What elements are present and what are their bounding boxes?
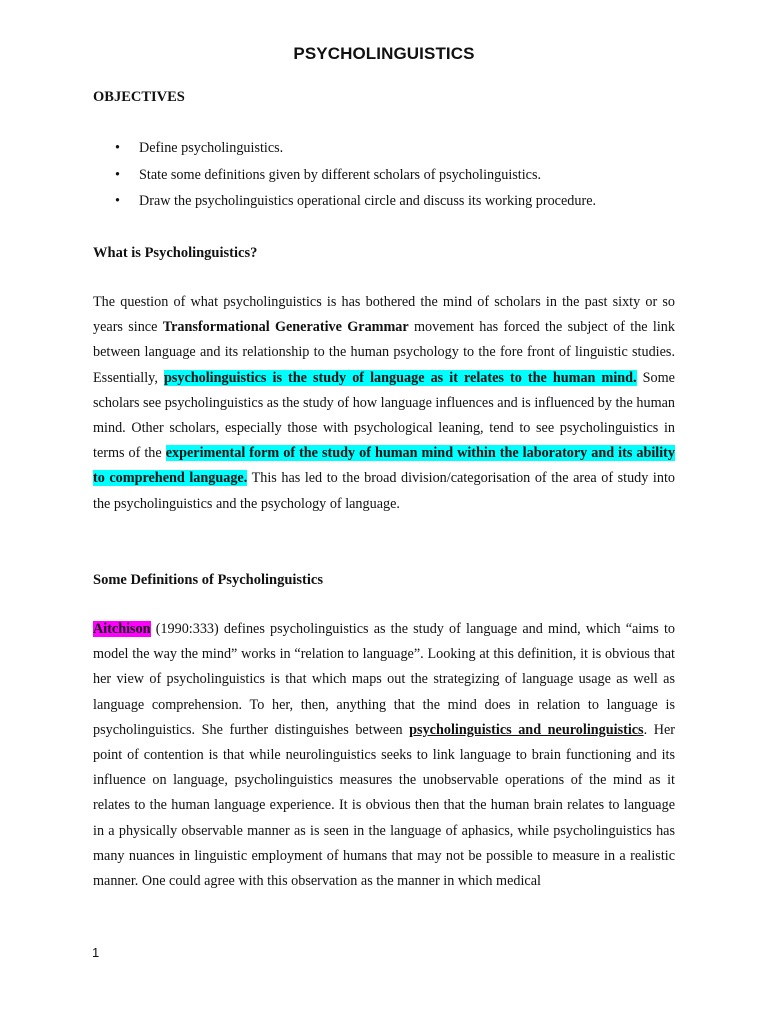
bullet-icon: •	[115, 193, 120, 209]
list-item	[93, 188, 675, 215]
list-item	[93, 162, 675, 189]
objectives-heading: OBJECTIVES	[93, 89, 185, 105]
text-run: Some scholars see psycholinguistics as the study of how language influences and is influenced by the human mind. Other scholars, especially those with psychological leaning, tend to see psycholinguistics in terms of the	[93, 369, 675, 462]
bold-term: Transformational Generative Grammar	[162, 319, 409, 336]
section-heading-what: What is Psycholinguistics?	[93, 245, 258, 261]
section-heading-definitions: Some Definitions of Psycholinguistics	[93, 572, 323, 588]
paragraph-definitions	[93, 617, 675, 894]
text-run: movement has forced the subject of the link between language and its relationship to the human psychology to the fore front of linguistic studies. Essentially,	[93, 319, 675, 386]
underlined-term: psycholinguistics and neurolinguistics	[409, 721, 644, 738]
text-run: The question of what psycholinguistics is has bothered the mind of scholars in the past sixty or so years since	[93, 294, 675, 336]
text-run: (1990:333) defines psycholinguistics as the study of language and mind, which “aims to model the way the mind” works in “relation to language”. Looking at this definition, it is obvious that her view of psycholinguistics is that which maps out the strategizing of language usage as well as language comprehension. To her, then, anything that the mind does in relation to language is psycholinguistics. She further distinguishes between	[93, 621, 675, 738]
highlighted-text: experimental form of the study of human mind within the laboratory and its ability to comprehend language.	[93, 445, 675, 487]
highlighted-name: Aitchison	[93, 621, 151, 637]
text-run: This has led to the broad division/categorisation of the area of study into the psycholinguistics and the psychology of language.	[93, 470, 675, 512]
text-run: . Her point of contention is that while neurolinguistics seeks to link language to brain functioning and its influence on language, psycholinguistics measures the unobservable operations of the mind as it relates to the human language experience. It is obvious then that the human brain relates to language in a physically observable manner as is seen in the language of aphasics, while psycholinguistics has many nuances in linguistic employment of humans that may not be possible to measure in a realistic manner. One could agree with this observation as the manner in which medical	[93, 721, 675, 890]
list-item	[93, 135, 675, 162]
objective-text: State some definitions given by different scholars of psycholinguistics.	[139, 166, 542, 183]
highlighted-text: psycholinguistics is the study of language as it relates to the human mind.	[163, 369, 637, 386]
objective-text: Define psycholinguistics.	[139, 140, 284, 156]
objectives-list	[93, 135, 675, 215]
paragraph-what-is	[93, 290, 675, 517]
bullet-icon: •	[115, 140, 120, 156]
page-number: 1	[92, 945, 100, 960]
page-title: PSYCHOLINGUISTICS	[293, 44, 475, 63]
bullet-icon: •	[115, 166, 120, 183]
objective-text: Draw the psycholinguistics operational circle and discuss its working procedure.	[139, 193, 597, 209]
